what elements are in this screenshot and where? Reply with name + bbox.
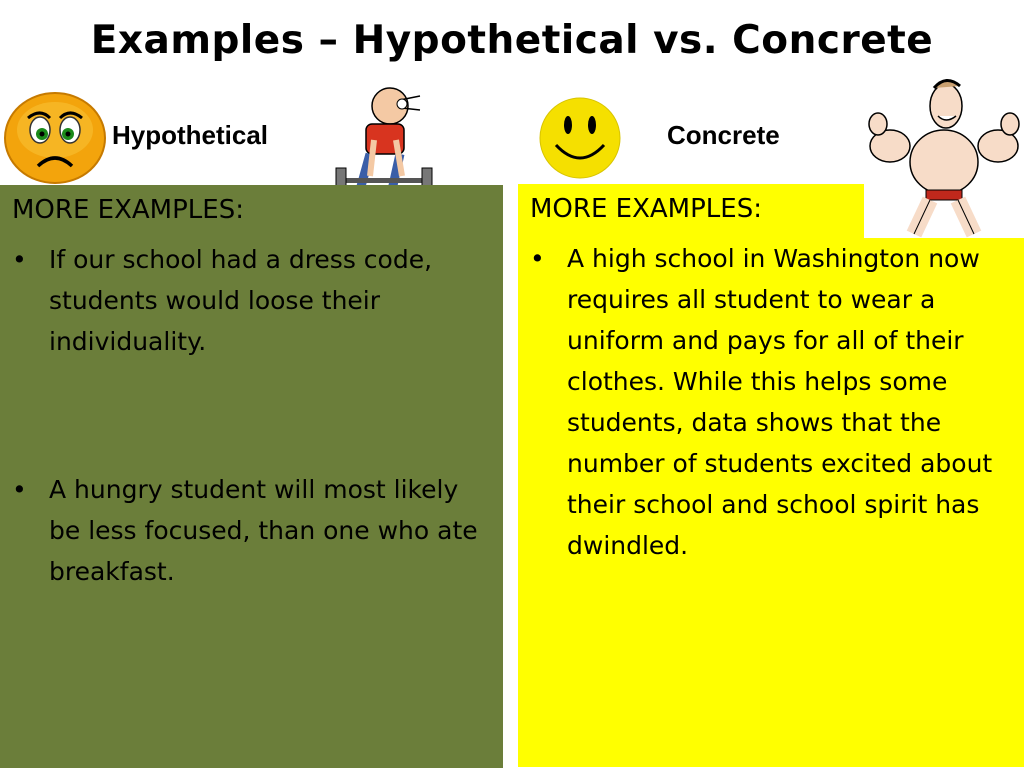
- concrete-heading: Concrete: [667, 120, 780, 150]
- strongman-icon: [864, 76, 1024, 238]
- concrete-list: [518, 238, 1024, 566]
- list-spacer: [0, 362, 503, 469]
- smiley-face-icon: [538, 97, 622, 179]
- concrete-panel: [518, 184, 1024, 767]
- hypothetical-panel: [0, 185, 503, 768]
- concrete-more-label: MORE EXAMPLES:: [530, 194, 762, 224]
- sad-face-icon: [2, 90, 108, 186]
- slide-title: Examples – Hypothetical vs. Concrete: [90, 18, 934, 63]
- hypothetical-list: [0, 239, 503, 592]
- list-item: • A hungry student will most likely be less focused, than one who ate breakfast.: [12, 475, 478, 586]
- hypothetical-more-label: MORE EXAMPLES:: [12, 195, 244, 225]
- hypothetical-heading: Hypothetical: [112, 120, 269, 150]
- list-item: • If our school had a dress code, students would loose their individuality.: [12, 245, 433, 356]
- list-item: • A high school in Washington now requires all student to wear a uniform and pays for all of their clothes. While this helps some students, data shows that the number of students excited about their school and school spirit has dwindled.: [530, 244, 993, 560]
